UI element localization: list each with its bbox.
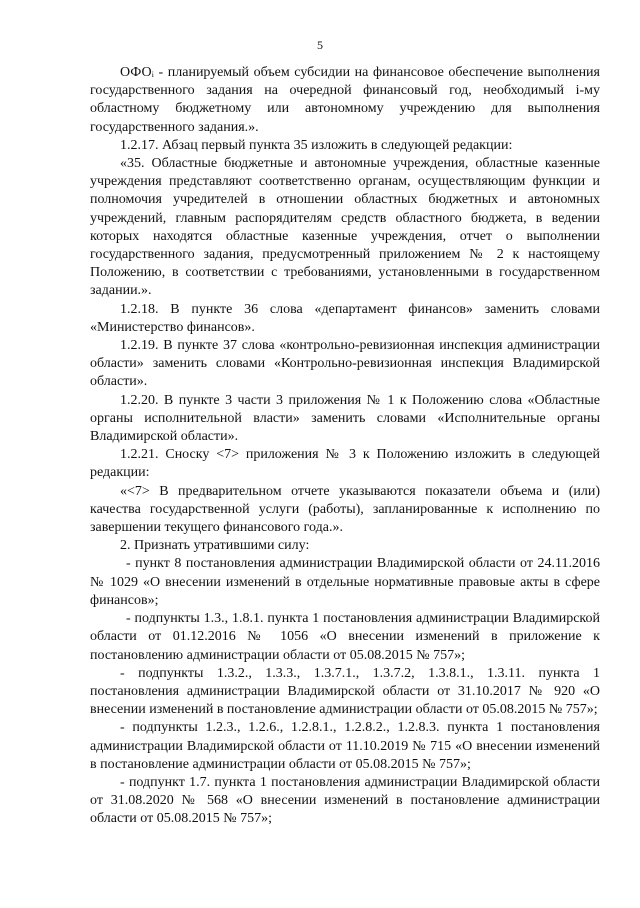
page-number: 5 xyxy=(317,38,323,52)
paragraph-1-2-18: 1.2.18. В пункте 36 слова «департамент финансов» заменить словами «Министерство финансов». xyxy=(90,301,600,335)
list-item-resolution-568: - подпункт 1.7. пункта 1 постановления администрации Владимирской области от 31.08.2020 № 568 «О внесении изменений в постановление администрации области от 05.08.2015 № 757»; xyxy=(90,774,600,827)
paragraph-1-2-17: 1.2.17. Абзац первый пункта 35 изложить в следующей редакции: xyxy=(120,137,513,153)
list-item-resolution-1029: - пункт 8 постановления администрации Владимирской области от 24.11.2016 № 1029 «О внесении изменений в отдельные нормативные правовые акты в сфере финансов»; xyxy=(90,556,600,608)
document-body xyxy=(90,64,600,829)
paragraph-1-2-20: 1.2.20. В пункте 3 части 3 приложения № 1 к Положению слова «Областные органы исполнительной власти» заменить словами «Исполнительные органы Владимирской области». xyxy=(90,392,600,445)
paragraph-1-2-19: 1.2.19. В пункте 37 слова «контрольно-ревизионная инспекция администрации области» заменить словами «Контрольно-ревизионная инспекция Владимирской области». xyxy=(90,338,600,390)
paragraph-ofo-definition: ОФОᵢ - планируемый объем субсидии на финансовое обеспечение выполнения государственного задания на очередной финансовый год, необходимый i-му областному бюджетному или автономному учреждению для выполнения государственного задания.». xyxy=(90,65,600,135)
paragraph-2-invalidate: 2. Признать утратившими силу: xyxy=(120,538,310,554)
list-item-resolution-715: - подпункты 1.2.3., 1.2.6., 1.2.8.1., 1.2.8.2., 1.2.8.3. пункта 1 постановления администрации Владимирской области от 11.10.2019 № 715 «О внесении изменений в постановление администрации области от 05.08.2015 № 757»; xyxy=(90,720,600,772)
paragraph-footnote-7: «<7> В предварительном отчете указываются показатели объема и (или) качества государственной услуги (работы), запланированные к исполнению по завершении текущего финансового года.». xyxy=(90,483,600,536)
paragraph-35-text: «35. Областные бюджетные и автономные учреждения, областные казенные учреждения представляют соответственно органам, осуществляющим функции и полномочия учредителей в отношении областных бюджетных и автономных учреждений, главным распорядителям средств областного бюджета, в ведении которых находятся областные казенные учреждения, отчет о выполнении государственного задания, предусмотренный приложением № 2 к настоящему Положению, в соответствии с требованиями, установленными в государственном задании.». xyxy=(90,156,600,299)
list-item-resolution-1056: - подпункты 1.3., 1.8.1. пункта 1 постановления администрации Владимирской области от 01.12.2016 № 1056 «О внесении изменений в приложение к постановлению администрации области от 05.08.2015 № 757»; xyxy=(90,611,600,663)
paragraph-1-2-21: 1.2.21. Сноску <7> приложения № 3 к Положению изложить в следующей редакции: xyxy=(90,447,600,481)
list-item-resolution-920: - подпункты 1.3.2., 1.3.3., 1.3.7.1., 1.3.7.2, 1.3.8.1., 1.3.11. пункта 1 постановления администрации Владимирской области от 31.10.2017 № 920 «О внесении изменений в постановление администрации области от 05.08.2015 № 757»; xyxy=(90,665,600,718)
